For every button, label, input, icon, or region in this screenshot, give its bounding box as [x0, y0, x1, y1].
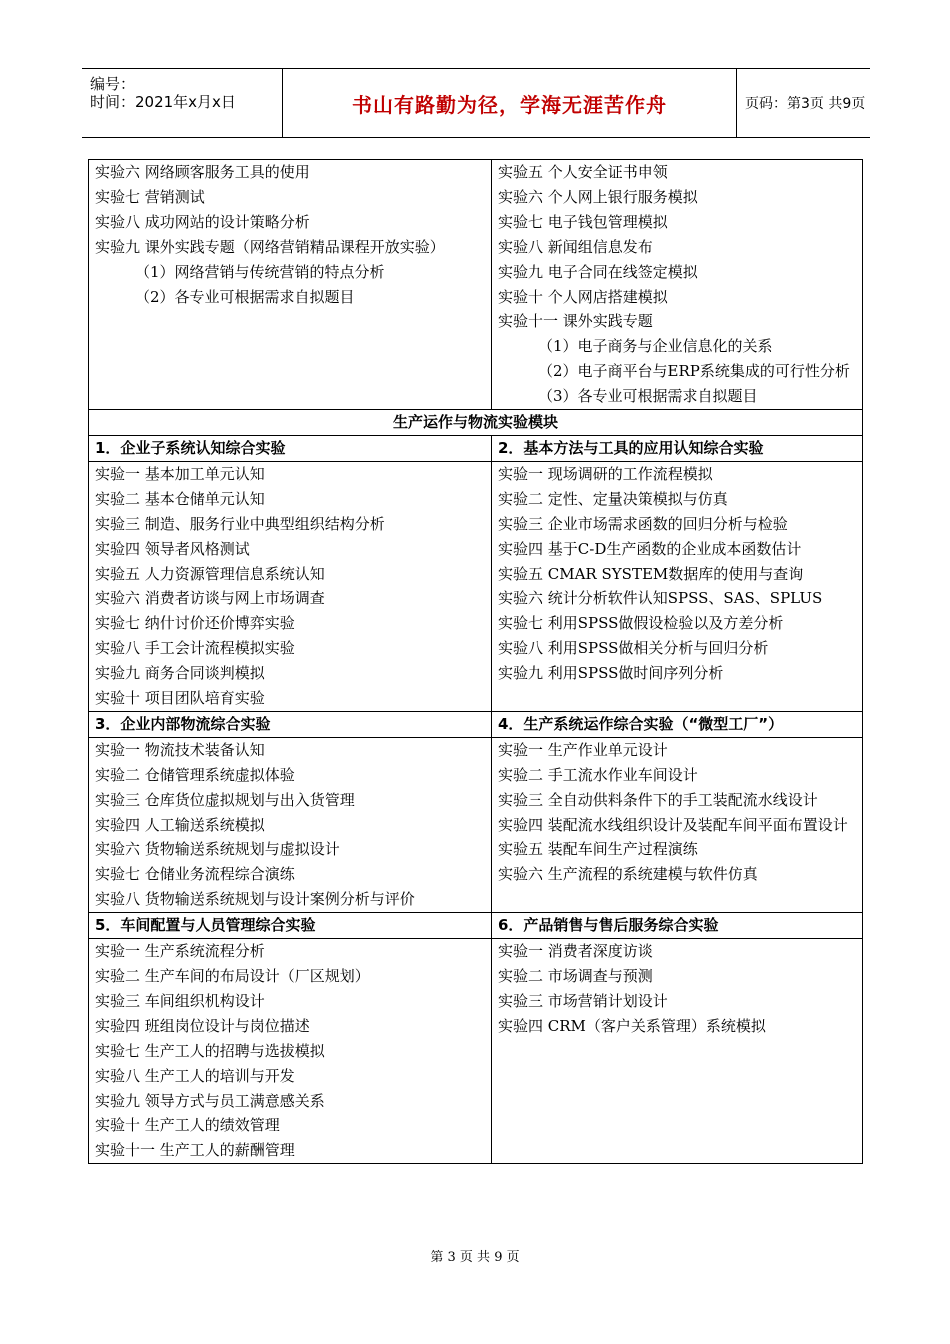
table-row — [89, 435, 863, 461]
list-item: 实验八 生产工人的培训与开发 — [95, 1066, 295, 1085]
module-title: 3．企业内部物流综合实验 — [89, 711, 492, 737]
table-row — [89, 711, 863, 737]
list-item: 实验十 项目团队培育实验 — [95, 689, 265, 708]
list-item: 实验二 手工流水作业车间设计 — [498, 765, 698, 784]
header-motto-cell — [282, 69, 737, 137]
module-items-cell — [89, 939, 492, 1164]
module-title: 4．生产系统运作综合实验（“微型工厂”） — [492, 711, 863, 737]
table-row — [89, 737, 863, 912]
top-right-cell — [492, 160, 863, 410]
number-label: 编号： — [90, 75, 136, 93]
list-item: 实验七 营销测试 — [95, 187, 205, 206]
list-item: 实验九 电子合同在线签定模拟 — [498, 262, 698, 281]
list-item: 实验十一 课外实践专题 — [498, 312, 653, 331]
list-item: 实验四 人工输送系统模拟 — [95, 815, 265, 834]
list-item: 实验六 生产流程的系统建模与软件仿真 — [498, 865, 758, 884]
list-item: 实验四 基于C-D生产函数的企业成本函数估计 — [498, 539, 802, 558]
list-item: 实验九 商务合同谈判模拟 — [95, 664, 265, 683]
module-items-cell — [492, 939, 863, 1164]
list-item: 实验八 利用SPSS做相关分析与回归分析 — [498, 639, 769, 658]
list-item: （3）各专业可根据需求自拟题目 — [538, 387, 758, 406]
list-item: 实验二 仓储管理系统虚拟体验 — [95, 765, 295, 784]
list-item: 实验六 网络顾客服务工具的使用 — [95, 163, 310, 181]
list-item: 实验七 电子钱包管理模拟 — [498, 212, 668, 231]
list-item: 实验三 企业市场需求函数的回归分析与检验 — [498, 514, 788, 533]
list-item: 实验三 车间组织机构设计 — [95, 991, 265, 1010]
list-item: （1）网络营销与传统营销的特点分析 — [135, 262, 385, 281]
header-page-cell — [737, 69, 870, 137]
list-item: 实验六 统计分析软件认知SPSS、SAS、SPLUS — [498, 589, 823, 608]
list-item: 实验八 成功网站的设计策略分析 — [95, 212, 310, 231]
table-row — [89, 410, 863, 436]
list-item: 实验七 生产工人的招聘与选拔模拟 — [95, 1041, 325, 1060]
list-item: 实验三 仓库货位虚拟规划与出入货管理 — [95, 790, 355, 809]
table-row — [89, 461, 863, 711]
module-items-cell — [89, 461, 492, 711]
module-title: 1．企业子系统认知综合实验 — [89, 435, 492, 461]
document-header — [82, 68, 870, 138]
list-item: （1）电子商务与企业信息化的关系 — [538, 337, 773, 356]
list-item: 实验九 利用SPSS做时间序列分析 — [498, 664, 724, 683]
list-item: 实验七 仓储业务流程综合演练 — [95, 865, 295, 884]
list-item: 实验五 装配车间生产过程演练 — [498, 840, 698, 859]
list-item: 实验四 领导者风格测试 — [95, 539, 250, 558]
list-item: 实验六 个人网上银行服务模拟 — [498, 187, 698, 206]
table-row — [89, 913, 863, 939]
table-row — [89, 939, 863, 1164]
list-item: 实验三 市场营销计划设计 — [498, 991, 668, 1010]
module-items-cell — [492, 737, 863, 912]
page-footer: 第 3 页 共 9 页 — [430, 1250, 520, 1265]
list-item: （2）电子商平台与ERP系统集成的可行性分析 — [538, 362, 850, 381]
top-left-cell — [89, 160, 492, 410]
list-item: 实验四 装配流水线组织设计及装配车间平面布置设计 — [498, 815, 848, 834]
list-item: （2）各专业可根据需求自拟题目 — [135, 287, 355, 306]
list-item: 实验八 手工会计流程模拟实验 — [95, 639, 295, 658]
list-item: 实验一 生产系统流程分析 — [95, 942, 265, 961]
list-item: 实验五 个人安全证书申领 — [498, 163, 668, 181]
list-item: 实验八 新闻组信息发布 — [498, 237, 653, 256]
date-label: 时间：2021年x月x日 — [90, 93, 236, 111]
page-label: 页码：第3页 共9页 — [745, 96, 866, 112]
list-item: 实验十一 生产工人的薪酬管理 — [95, 1141, 295, 1160]
list-item: 实验六 消费者访谈与网上市场调查 — [95, 589, 325, 608]
section-title: 生产运作与物流实验模块 — [89, 410, 863, 436]
module-title: 5．车间配置与人员管理综合实验 — [89, 913, 492, 939]
list-item: 实验八 货物输送系统规划与设计案例分析与评价 — [95, 890, 415, 909]
list-item: 实验十 生产工人的绩效管理 — [95, 1116, 280, 1135]
list-item: 实验九 课外实践专题（网络营销精品课程开放实验） — [95, 237, 445, 256]
list-item: 实验五 人力资源管理信息系统认知 — [95, 564, 325, 583]
table-row — [89, 160, 863, 410]
list-item: 实验十 个人网店搭建模拟 — [498, 287, 668, 306]
list-item: 实验七 纳什讨价还价博弈实验 — [95, 614, 295, 633]
module-items-cell — [492, 461, 863, 711]
list-item: 实验四 班组岗位设计与岗位描述 — [95, 1016, 310, 1035]
list-item: 实验三 制造、服务行业中典型组织结构分析 — [95, 514, 385, 533]
experiment-table — [88, 159, 863, 1164]
header-info-cell — [82, 69, 282, 137]
list-item: 实验一 物流技术装备认知 — [95, 740, 265, 759]
list-item: 实验五 CMAR SYSTEM数据库的使用与查询 — [498, 564, 804, 583]
list-item: 实验一 生产作业单元设计 — [498, 740, 668, 759]
list-item: 实验一 现场调研的工作流程模拟 — [498, 464, 713, 483]
module-items-cell — [89, 737, 492, 912]
list-item: 实验二 市场调查与预测 — [498, 967, 653, 985]
list-item: 实验四 CRM（客户关系管理）系统模拟 — [498, 1016, 766, 1035]
list-item: 实验三 全自动供料条件下的手工装配流水线设计 — [498, 790, 818, 809]
module-title: 6．产品销售与售后服务综合实验 — [492, 913, 863, 939]
list-item: 实验二 生产车间的布局设计（厂区规划） — [95, 967, 370, 985]
list-item: 实验六 货物输送系统规划与虚拟设计 — [95, 840, 340, 859]
module-title: 2．基本方法与工具的应用认知综合实验 — [492, 435, 863, 461]
list-item: 实验二 基本仓储单元认知 — [95, 489, 265, 508]
list-item: 实验九 领导方式与员工满意感关系 — [95, 1091, 325, 1110]
list-item: 实验一 基本加工单元认知 — [95, 464, 265, 483]
list-item: 实验一 消费者深度访谈 — [498, 942, 653, 961]
motto-text: 书山有路勤为径，学海无涯苦作舟 — [352, 92, 667, 117]
list-item: 实验七 利用SPSS做假设检验以及方差分析 — [498, 614, 784, 633]
list-item: 实验二 定性、定量决策模拟与仿真 — [498, 489, 728, 508]
